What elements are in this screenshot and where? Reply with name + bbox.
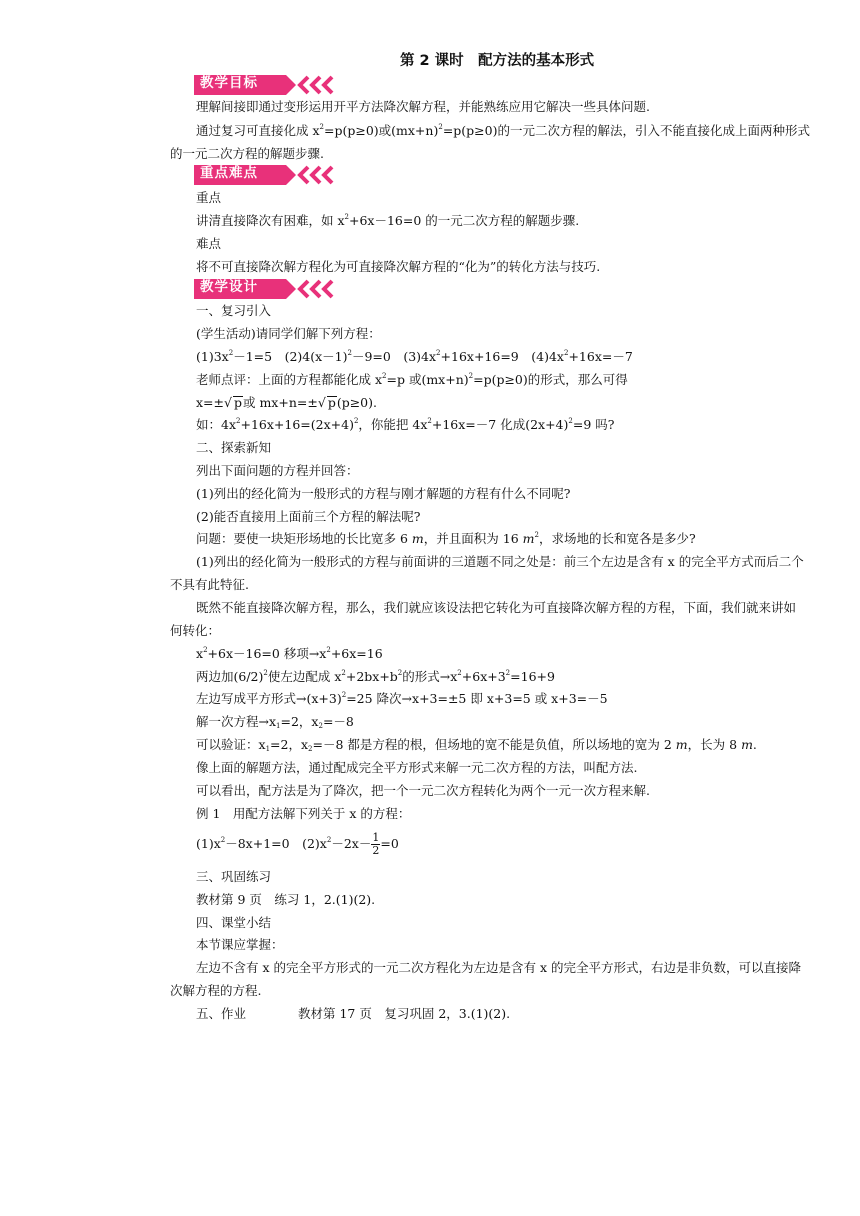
method-definition: 像上面的解题方法，通过配成完全平方形式来解一元二次方程的方法，叫配方法. xyxy=(196,760,638,775)
step-square-form: 左边写成平方形式$\to(x+3)^2=25$ 降次→x+3=±5 即 x+3=5 或 x+3=－5 xyxy=(196,691,608,706)
example-heading: 例 1 用配方法解下列关于 x 的方程： xyxy=(196,806,411,821)
problem-statement: 问题：要使一块矩形场地的长比宽多 6 m，并且面积为 16 $m^2$，求场地的长和宽各是多少? xyxy=(196,531,696,546)
question-1: (1)列出的经化简为一般形式的方程与刚才解题的方程有什么不同呢? xyxy=(196,486,571,501)
section-heading-practice: 三、巩固练习 xyxy=(196,869,272,884)
goal-paragraph-2-cont: 的一元二次方程的解题步骤. xyxy=(170,146,324,161)
key-heading: 重点 xyxy=(196,190,222,205)
square-root-solution: x=±√ p或 mx+n=±√ p(p≥0). xyxy=(196,395,377,410)
transform-paragraph: 既然不能直接降次解方程，那么，我们就应该设法把它转化为可直接降次解方程的方程，下面，我们就来讲如 xyxy=(196,600,797,615)
key-text: 讲清直接降次有困难，如 $x^2+6x-16=0$ 的一元二次方程的解题步骤. xyxy=(196,213,580,228)
page-title: 第 2 课时 配方法的基本形式 xyxy=(400,53,595,69)
goal-paragraph-1: 理解间接即通过变形运用开平方法降次解方程，并能熟练应用它解决一些具体问题. xyxy=(196,99,650,114)
example-equations: $(1)x^2-8x+1=0$ $(2)x^2-2x-$ $\frac{1}{2}$ =0 xyxy=(196,831,399,857)
review-equations: $(1)3x^2-1=5$ $(2)4(x-1)^2-9=0$ $(3)4x^2+16x+16=9$ $(4)4x^2+16x=-7$ xyxy=(196,349,633,364)
fraction-one-half: $\frac{1}{2}$ xyxy=(372,831,380,857)
example-question: 如：$4x^2+16x+16=(2x+4)^2$，你能把 $4x^2+16x=-7$ 化成$(2x+4)^2=9$ 吗? xyxy=(196,417,615,432)
banner-label: 重点难点 xyxy=(200,165,258,181)
method-purpose: 可以看出，配方法是为了降次，把一个一元二次方程转化为两个一元一次方程来解. xyxy=(196,783,650,798)
question-2: (2)能否直接用上面前三个方程的解法呢? xyxy=(196,509,421,524)
summary-text-cont: 次解方程的方程. xyxy=(170,983,262,998)
difficulty-heading: 难点 xyxy=(196,236,222,251)
section-heading-review: 一、复习引入 xyxy=(196,303,272,318)
homework-text: 教材第 17 页 复习巩固 2，3.(1)(2). xyxy=(298,1006,511,1021)
goal-paragraph-2: 通过复习可直接化成 $x^2=p(p\ge 0)$或$(mx+n)^2=p(p\ge 0)$的一元二次方程的解法，引入不能直接化成上面两种形式 xyxy=(196,123,810,138)
practice-text: 教材第 9 页 练习 1，2.(1)(2). xyxy=(196,892,376,907)
answer-1: (1)列出的经化简为一般形式的方程与前面讲的三道题不同之处是：前三个左边是含有 x 的完全平方式而后二个 xyxy=(196,554,804,569)
banner-label: 教学设计 xyxy=(200,279,258,295)
verification: 可以验证：$x_1=2$，$x_2=-8$ 都是方程的根，但场地的宽不能是负值，所以场地的宽为 2 m，长为 8 m. xyxy=(196,737,757,753)
section-heading-homework: 五、作业 xyxy=(196,1006,247,1021)
section-banner-key-points xyxy=(194,164,364,186)
step-solve-linear: 解一次方程$\to x_1=2$，$x_2=-8$ xyxy=(196,714,354,730)
summary-intro: 本节课应掌握： xyxy=(196,937,284,952)
difficulty-text: 将不可直接降次解方程化为可直接降次解方程的“化为”的转化方法与技巧. xyxy=(196,259,601,274)
step-complete-square: 两边加$(6/2)^2$使左边配成 $x^2+2bx+b^2$的形式$\to x^2+6x+3^2=16+9$ xyxy=(196,669,555,684)
section-banner-goals xyxy=(194,74,364,96)
teacher-comment: 老师点评：上面的方程都能化成 $x^2=p$ 或$(mx+n)^2=p(p\ge 0)$的形式，那么可得 xyxy=(196,372,628,387)
summary-text: 左边不含有 x 的完全平方形式的一元二次方程化为左边是含有 x 的完全平方形式，右边是非负数，可以直接降 xyxy=(196,960,801,975)
transform-paragraph-cont: 何转化： xyxy=(170,623,221,638)
section-heading-explore: 二、探索新知 xyxy=(196,440,272,455)
explore-intro: 列出下面问题的方程并回答： xyxy=(196,463,359,478)
student-activity: (学生活动)请同学们解下列方程： xyxy=(196,326,381,341)
section-banner-design xyxy=(194,278,364,300)
banner-label: 教学目标 xyxy=(200,75,258,91)
section-heading-summary: 四、课堂小结 xyxy=(196,915,272,930)
step-move-term: $x^2+6x-16=0$ 移项$\to x^2+6x=16$ xyxy=(196,646,383,661)
answer-1-cont: 不具有此特征. xyxy=(170,577,249,592)
